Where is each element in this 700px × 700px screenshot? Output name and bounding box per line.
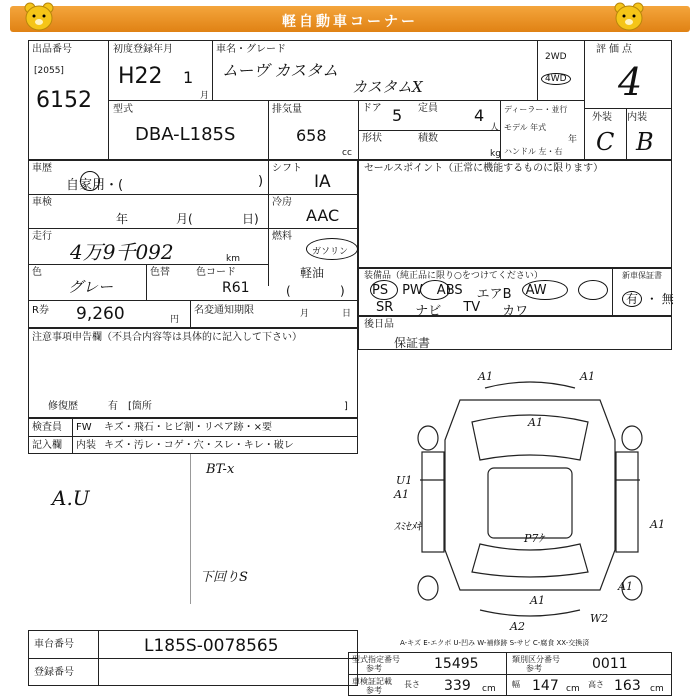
drive-2wd: 2WD [545,52,567,62]
yen-unit: 円 [170,315,180,325]
equip-abs: ABS [436,283,463,298]
lot-number: 6152 [36,88,92,113]
damage-mark: A1 [618,580,633,593]
warranty-label: 新車保証書 [622,271,662,280]
cc-unit: cc [342,148,352,158]
usage-label: 車歴 [32,163,52,174]
displacement-label: 排気量 [272,104,302,115]
chassis-value: L185S-0078565 [144,636,279,656]
wheel-fr-outline [622,426,642,450]
class-no-value: 0011 [592,656,628,672]
damage-mark: A2 [510,620,525,633]
left-side-outline [422,452,444,552]
damage-legend: A-キズ E-エクボ U-凹み W-補修跡 S-サビ C-腐食 XX-交換済 [400,639,590,647]
notes-label: 注意事項申告欄（不具合内容等は具体的に記入して下さい） [32,332,302,343]
equip-tv: TV [463,300,481,315]
cert-label: 車検証記載 [352,677,392,686]
shape-label: 形状 [362,133,382,144]
warranty-sep: ・ [645,292,658,306]
fuel-gas: ガソリン [312,247,349,257]
equip-navi: ナビ [415,304,442,319]
shift-value: IA [314,172,331,192]
person-unit: 人 [490,123,500,133]
rear-window-outline [472,544,588,577]
roof-outline [488,468,572,538]
after-label: 後日品 [364,319,394,330]
equip-ps-circle [370,280,398,300]
bear-logo-left-icon [22,2,56,32]
usage-circle-mark [80,171,100,191]
mileage-value: 4万9千092 [70,240,174,264]
color-code-value: R61 [222,280,250,296]
repair-close: ] [344,401,348,412]
first-reg-label: 初度登録年月 [113,44,173,55]
color-change-label: 色替 [150,267,170,278]
height-value: 163 [614,678,641,694]
recycle-label: R券 [32,305,49,316]
equip-aw-circle [578,280,608,300]
class-ref-label: 参考 [526,664,542,673]
handwritten-bt: BT-x [206,462,235,477]
interior-score: B [636,128,654,156]
notice-month: 月 [300,309,310,319]
cert-ref-label: 参考 [366,686,382,695]
check-items: キズ・飛石・ヒビ割・リペア跡・×要 [104,422,272,433]
ac-value: AAC [306,206,340,225]
warranty-yes: 有 [622,291,642,307]
sales-point-block [358,160,672,268]
spec-no-label: 型式指定番号 [352,655,400,664]
front-bumper-outline [485,382,575,388]
wheel-rl-outline [418,576,438,600]
handle-label: ハンドル 左・右 [504,147,563,156]
warranty-choice [622,290,674,307]
lot-no-label: 出品番号 [32,44,72,55]
equip-airbag-circle [522,280,568,300]
inspection-label: 車検 [32,197,52,208]
model-label: 車名・グレード [216,44,286,55]
rear-bumper-outline [480,610,580,616]
chassis-label: 車台番号 [34,639,74,650]
color-label: 色 [32,267,42,278]
right-side-outline [616,452,638,552]
equip-sr: SR [376,300,394,315]
damage-mark: A1 [528,416,543,429]
kg-unit: kg [490,149,501,159]
length-label: 長さ [404,680,420,689]
after-value: 保証書 [394,336,431,350]
damage-mark: A1 [478,370,493,383]
score-label: 評価点 [596,44,635,55]
shift-label: シフト [272,163,302,174]
usage-close: ) [258,174,264,189]
height-label: 高さ [588,680,604,689]
doors-value: 5 [392,106,403,125]
damage-mark: ｽﾐｾﾒｷ [394,520,422,533]
color-value: グレー [68,278,114,296]
km-unit: km [226,254,240,264]
height-unit: cm [650,684,664,694]
check-label: 検査員 [32,422,62,433]
spec-no-value: 15495 [434,656,479,672]
equip-pw-circle [420,280,450,300]
usage-value: 自家用・( [66,178,124,193]
damage-mark: P7ｹ [524,532,544,545]
fuel-circle-mark [306,238,358,260]
drive-4wd-circled: 4WD [541,73,571,85]
fuel-diesel: 軽油 [300,266,325,280]
inspection-month: 月( [176,212,193,226]
bear-logo-right-icon [612,2,646,32]
width-value: 147 [532,678,559,694]
notice-day: 日 [342,309,352,319]
damage-mark: A1 [580,370,595,383]
displacement-value: 658 [296,126,327,145]
recycle-value: 9,260 [76,304,125,324]
sales-point-label: セールスポイント（正常に機能するものに限ります） [364,163,604,174]
fuel-close: ) [340,284,345,298]
model-year-label: モデル 年式 [504,123,547,132]
length-unit: cm [482,684,496,694]
damage-mark: A1 [530,594,545,607]
doors-label: ドア [362,103,382,114]
type-label: 型式 [113,104,133,115]
class-no-label: 類別区分番号 [512,655,560,664]
length-value: 339 [444,678,471,694]
entry-label: 記入欄 [32,440,62,451]
lot-code: [2055] [34,66,64,76]
repair-tail: [箇所 [128,401,152,412]
fuel-label: 燃料 [272,231,292,242]
color-code-label: 色コード [196,267,236,278]
reg-label: 登録番号 [34,667,74,678]
damage-mark: W2 [590,612,609,625]
exterior-score: C [596,128,615,156]
inspection-year: 年 [116,212,129,226]
first-reg-era: H22 [118,64,163,89]
capacity-value: 4 [474,106,485,125]
car-damage-diagram [380,360,680,630]
interior-items: キズ・汚レ・コゲ・穴・スレ・キレ・破レ [104,440,294,451]
notice-label: 名変通知期限 [194,305,254,316]
month-unit: 月 [200,91,210,101]
width-label: 幅 [512,680,520,689]
equip-aw: AW [525,283,547,298]
year-unit: 年 [568,135,578,145]
model-name: ムーヴ カスタム [222,61,339,80]
dealer-label: ディーラー・並行 [504,105,568,114]
repair-label: 修復歴 [48,401,78,412]
equip-label: 装備品（純正品に限り○をつけてください） [364,271,543,281]
ext-int-label: 外装 内装 [592,112,648,123]
equip-leather: カワ [502,304,529,319]
inspection-day: 日) [242,212,259,226]
repair-value: 有 [108,401,118,412]
interior-tag: 内装 [76,440,96,451]
equip-pw: PW [402,283,423,298]
check-fw: FW [76,422,92,433]
damage-mark: U1 [396,474,413,487]
score-value: 4 [618,60,643,104]
damage-mark: A1 [394,488,409,501]
warranty-no: 無 [661,292,674,306]
type-value: DBA-L185S [135,124,236,145]
load-label: 積数 [418,133,438,144]
header-bar [10,6,690,32]
ac-label: 冷房 [272,197,292,208]
equip-airbag: エアB [476,287,512,302]
wheel-fl-outline [418,426,438,450]
mileage-label: 走行 [32,231,52,242]
equip-ps: PS [372,283,389,298]
spec-ref-label: 参考 [366,664,382,673]
handwritten-au: A.U [52,486,90,510]
grade: カスタムX [352,78,423,96]
capacity-label: 定員 [418,103,438,114]
fuel-open: ( [286,284,291,298]
width-unit: cm [566,684,580,694]
first-reg-month: 1 [183,68,194,87]
damage-mark: A1 [650,518,665,531]
header-title: 軽自動車コーナー [282,14,418,30]
handwritten-under: 下回りS [200,570,248,585]
